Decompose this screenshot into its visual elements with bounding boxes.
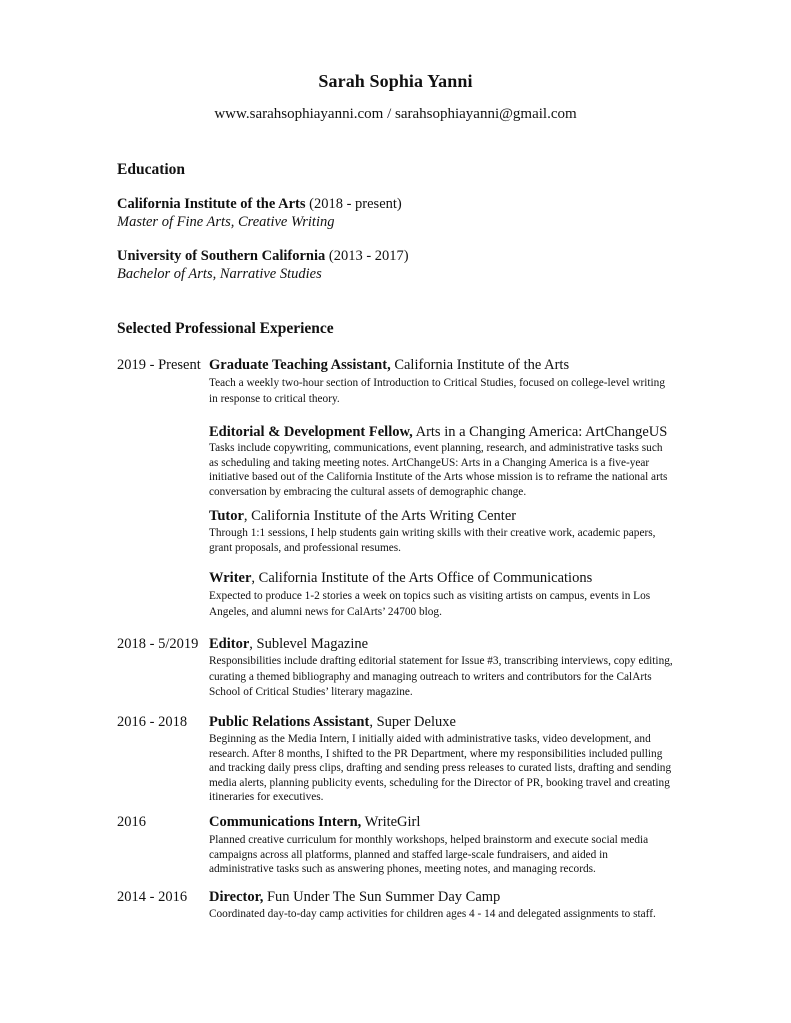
experience-heading: Selected Professional Experience [117, 320, 334, 337]
education-entry-calarts [117, 196, 402, 213]
job-description: Planned creative curriculum for monthly workshops, helped brainstorm and execute social media campaigns across all platforms, planned and staffed large-scale fundraisers, and aided in administrative tasks such as answering phones, meeting notes, and managing records. [209, 834, 649, 875]
job-title [209, 357, 569, 374]
job-description: Beginning as the Media Intern, I initially aided with administrative tasks, video development, and research. After 8 months, I shifted to the PR Department, where my responsibilities included pulling and tracking daily press clips, drafting and sending press releases to curated lists, drafting and sending media alerts, planning publicity events, scheduling for the Director of PR, booking travel and creating itineraries for executives. [209, 733, 672, 803]
job-role: Editorial & Development Fellow, [209, 424, 413, 440]
job-description: Coordinated day-to-day camp activities for children ages 4 - 14 and delegated assignments to staff. [209, 908, 656, 920]
job-description: Tasks include copywriting, communications, event planning, research, and administrative tasks such as scheduling and taking meeting notes. ArtChangeUS: Arts in a Changing America is a five-year initiative based out of the California Institute of the Arts whose mission is to reframe the national arts conversation by embracing the cultural assets of demographic change. [209, 442, 668, 498]
job-role: Editor [209, 636, 250, 652]
job-role: Director, [209, 889, 264, 905]
job-date: 2018 - 5/2019 [117, 636, 199, 652]
job-role: Communications Intern, [209, 814, 362, 830]
job-title [209, 508, 516, 525]
resume-name: Sarah Sophia Yanni [318, 71, 473, 91]
job-title [209, 889, 500, 906]
job-title [209, 570, 592, 587]
job-org: California Institute of the Arts [390, 357, 570, 373]
education-heading: Education [117, 161, 186, 178]
job-role: Tutor [209, 508, 244, 524]
job-title [209, 814, 420, 831]
education-entry-usc [117, 248, 409, 265]
job-org: Fun Under The Sun Summer Day Camp [263, 889, 501, 905]
job-org: Arts in a Changing America: ArtChangeUS [412, 424, 668, 440]
job-role: Public Relations Assistant [209, 714, 370, 730]
job-org: , Sublevel Magazine [249, 636, 369, 652]
school-name: California Institute of the Arts [117, 196, 306, 212]
job-date: 2016 [117, 814, 146, 830]
job-org: , Super Deluxe [369, 714, 456, 730]
job-role: Graduate Teaching Assistant, [209, 357, 391, 373]
job-description: Teach a weekly two-hour section of Introduction to Critical Studies, focused on college-level writing in response to critical theory. [209, 377, 665, 405]
job-date: 2016 - 2018 [117, 714, 188, 730]
contact-info: www.sarahsophiayanni.com / sarahsophiayanni@gmail.com [214, 106, 577, 122]
school-years: (2018 - present) [305, 196, 402, 212]
job-title [209, 714, 456, 731]
job-date: 2014 - 2016 [117, 889, 188, 905]
job-org: WriteGirl [361, 814, 421, 830]
job-title [209, 636, 368, 653]
job-title [209, 424, 667, 441]
degree: Master of Fine Arts, Creative Writing [117, 214, 335, 230]
job-description: Through 1:1 sessions, I help students gain writing skills with their creative work, academic papers, grant proposals, and professional resumes. [209, 527, 656, 554]
school-name: University of Southern California [117, 248, 326, 264]
job-org: , California Institute of the Arts Writing Center [243, 508, 517, 524]
job-description: Expected to produce 1-2 stories a week on topics such as visiting artists on campus, events in Los Angeles, and alumni news for CalArts’ 24700 blog. [209, 590, 651, 618]
degree: Bachelor of Arts, Narrative Studies [117, 266, 322, 282]
job-description: Responsibilities include drafting editorial statement for Issue #3, transcribing interviews, copy editing, curating a themed bibliography and managing outreach to writers and contributors for the CalArts School of Critical Studies’ literary magazine. [209, 655, 673, 698]
job-date: 2019 - Present [117, 357, 201, 373]
job-org: , California Institute of the Arts Office of Communications [251, 570, 593, 586]
job-role: Writer [209, 570, 252, 586]
school-years: (2013 - 2017) [325, 248, 409, 264]
